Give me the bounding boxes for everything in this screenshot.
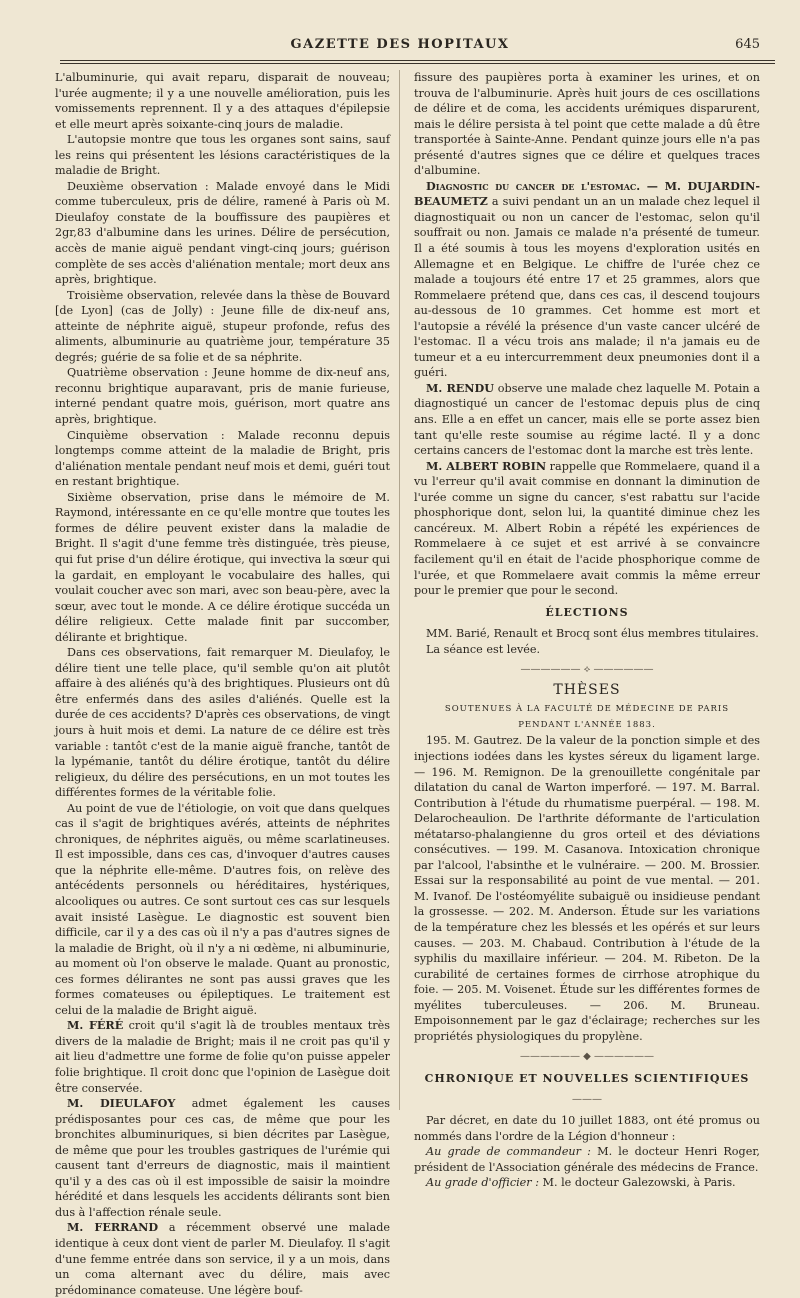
paragraph-text: Troisième observation, relevée dans la thèse de Bouvard [de Lyon] (cas de Jolly) : Jeune fille de dix-neuf ans, atteinte de néphrite aiguë, stupeur profonde, refus des aliments, albuminurie au quatrième jour, température 35 degrés; guérie de sa folie et de sa néphrite. — [55, 288, 390, 364]
paragraph-lead: Diagnostic du cancer de l'estomac. — M. DUJARDIN-BEAUMETZ — [414, 178, 760, 209]
paragraph — [55, 428, 390, 490]
paragraph-text: croit qu'il s'agit là de troubles mentaux très divers de la maladie de Bright; mais il ne croit pas qu'il y ait lieu d'admettre une forme de folie qu'on puisse appeler folie brightique. Il croit donc que l'opinion de Lasègue doit être conservée. — [55, 1019, 391, 1095]
paragraph — [55, 288, 390, 366]
paragraph — [414, 70, 760, 179]
section-subheading: PENDANT L'ANNÉE 1883. — [518, 719, 656, 730]
section-heading: ÉLECTIONS — [545, 605, 629, 619]
column-divider — [399, 70, 400, 1110]
paragraph-text: La séance est levée. — [426, 642, 541, 656]
paragraph — [414, 642, 760, 658]
divider-ornament: —————— ◆ —————— — [519, 1051, 655, 1063]
paragraph-lead: M. FERRAND — [67, 1220, 159, 1235]
paragraph-text: a suivi pendant un an un malade chez lequel il diagnostiquait ou non un cancer de l'estomac, selon qu'il souffrait ou non. Jamais ce malade n'a présenté de tumeur. Il a été soumis à tous les moyens d'exploration usités en Allemagne et en Belgique. Le chiffre de l'urée chez ce malade a toujours été entre 17 et 25 grammes, alors que Rommelaere prétend que, dans ces cas, il descend toujours au-dessous de 10 grammes. Cet homme est mort et l'autopsie a révélé la présence d'un vaste cancer ulcéré de l'estomac. Il a vécu trois ans malade; il n'a jamais eu de tumeur et a eu intercurremment deux pneumonies dont il a guéri. — [414, 195, 760, 380]
paragraph — [414, 1113, 760, 1144]
divider-ornament: ——— — [572, 1094, 602, 1106]
paragraph-lead: M. ALBERT ROBIN — [426, 458, 547, 473]
header-rule — [60, 60, 775, 61]
paragraph-lead: Au grade d'officier : — [426, 1176, 539, 1190]
divider-ornament: —————— ⟡ —————— — [520, 664, 654, 676]
paragraph-text: L'autopsie montre que tous les organes sont sains, sauf les reins qui présentent les lésions caractéristiques de la maladie de Bright. — [55, 133, 390, 178]
paragraph — [55, 132, 390, 179]
paragraph-text: admet également les causes prédisposantes pour ces cas, de même que pour les bronchites albuminuriques, si bien décrites par Lasègue, de même que pour les troubles gastriques de l'urémie qui causent tant d'erreurs de diagnostic, mais il maintient qu'il y a des cas où il est impossible de saisir la moindre hérédité et dans lesquels les accidents délirants sont bien dus à l'affection rénale seule. — [55, 1097, 390, 1219]
section-subheading: SOUTENUES À LA FACULTÉ DE MÉDECINE DE PARIS — [444, 704, 730, 715]
paragraph-text: L'albuminurie, qui avait reparu, disparait de nouveau; l'urée augmente; il y a une nouvelle amélioration, puis les vomissements reprennent. Il y a des attaques d'épilepsie et elle meurt après soixante-cinq jours de maladie. — [55, 71, 390, 131]
paragraph-text: 195. M. Gautrez. De la valeur de la ponction simple et des injections iodées dans les kystes séreux du ligament large. — 196. M. Remignon. De la grenouillette congénitale par dilatation du canal de Warton imperforé. — 197. M. Barral. Contribution à l'étude du rhumatisme puerpéral. — 198. M. Delarocheaulion. De l'arthrite déformante de l'articulation métatarso-phalangienne du gros orteil et des déviations consécutives. — 199. M. Casanova. Intoxication chronique par l'alcool, l'absinthe et le vulnéraire. — 200. M. Brossier. Essai sur la responsabilité au point de vue mental. — 201. M. Ivanof. De l'ostéomyélite subaiguë ou insidieuse pendant la grossesse. — 202. M. Anderson. Étude sur les variations de la température chez les blessés et les opérés et sur leurs causes. — 203. M. Chabaud. Contribution à l'étude de la syphilis du maxillaire inférieur. — 204. M. Ribeton. De la curabilité de certaines formes de cirrhose atrophique du foie. — 205. M. Voisenet. Étude sur les différentes formes de myélites tuberculeuses. — 206. M. Bruneau. Empoisonnement par le gaz d'éclairage; recherches sur les propriétés physiologiques du propylène. — [414, 734, 760, 1043]
paragraph — [55, 70, 390, 132]
paragraph-text: a récemment observé une malade identique à ceux dont vient de parler M. Dieulafoy. Il s'agit d'une femme entrée dans son service, il y a un mois, dans un coma alternant avec du délire, mais avec prédominance comateuse. Une légère bouf- — [55, 1221, 390, 1297]
paragraph-text: Cinquième observation : Malade reconnu depuis longtemps comme atteint de la maladie de Bright, pris d'aliénation mentale pendant neuf mois et demi, guéri tout en restant brightique. — [55, 428, 390, 489]
paragraph-lead: M. DIEULAFOY — [67, 1096, 176, 1111]
paragraph-text: M. le docteur Henri Roger, président de l'Association générale des médecins de France. — [414, 1145, 760, 1174]
paragraph-text: Quatrième observation : Jeune homme de dix-neuf ans, reconnu brightique auparavant, pris de manie furieuse, interné pendant quatre mois, guérison, mort quatre ans après, brightique. — [55, 366, 390, 427]
paragraph — [55, 1220, 390, 1298]
paragraph-lead: M. RENDU — [426, 380, 494, 395]
paragraph-lead: Au grade de commandeur : — [426, 1145, 591, 1159]
paragraph-text: Sixième observation, prise dans le mémoire de M. Raymond, intéressante en ce qu'elle montre que toutes les formes de délire peuvent exister dans la maladie de Bright. Il s'agit d'une femme très distinguée, très pieuse, qui fut prise d'un délire érotique, qui invectiva la sœur qui la gardait, en employant le vocabulaire des halles, qui voulait coucher avec son mari, avec son beau-père, avec la sœur, avec tout le monde. A ce délire érotique succéda un délire religieux. Cette malade finit par succomber, délirante et brightique. — [55, 490, 390, 644]
paragraph — [55, 179, 390, 288]
paragraph — [55, 490, 390, 645]
paragraph-text: MM. Barié, Renault et Brocq sont élus membres titulaires. — [426, 627, 759, 641]
paragraph — [414, 1175, 760, 1191]
paragraph-text: M. le docteur Galezowski, à Paris. — [538, 1176, 736, 1190]
paragraph-lead: M. FÉRÉ — [67, 1018, 124, 1033]
paragraph — [55, 365, 390, 427]
paragraph-text: Deuxième observation : Malade envoyé dans le Midi comme tuberculeux, pris de délire, ramené à Paris où M. Dieulafoy constate de la bouffissure des paupières et 2gr,83 d'albumine dans les urines. Délire de persécution, accès de manie aiguë pendant vingt-cinq jours; guérison complète de ses accès d'aliénation mentale; mort deux ans après, brightique. — [55, 179, 390, 287]
paragraph — [414, 381, 760, 459]
paragraph — [414, 179, 760, 381]
paragraph-text: Par décret, en date du 10 juillet 1883, ont été promus ou nommés dans l'ordre de la Légion d'honneur : — [414, 1114, 760, 1143]
paragraph — [414, 626, 760, 642]
paragraph — [414, 459, 760, 599]
paragraph-text: fissure des paupières porta à examiner les urines, et on trouva de l'albuminurie. Après huit jours de ces oscillations de délire et de coma, les accidents urémiques disparurent, mais le délire persista à tel point que cette malade a dû être transportée à Sainte-Anne. Pendant quinze jours elle n'a pas présenté d'autres signes que ce délire et quelques traces d'albumine. — [414, 71, 760, 178]
paragraph-text: Dans ces observations, fait remarquer M. Dieulafoy, le délire tient une telle place, qu'il semble qu'on ait plutôt affaire à des aliénés qu'à des brightiques. Plusieurs ont dû être enfermés dans des asiles d'aliénés. Quelle est la durée de ces accidents? D'après ces observations, de vingt jours à huit mois et demi. La nature de ce délire est très variable : tantôt c'est de la manie aiguë franche, tantôt de la lypémanie, tantôt du délire érotique, tantôt du délire religieux, du délire des persécutions, en un mot toutes les différentes formes de la véritable folie. — [55, 646, 390, 800]
paragraph — [414, 1144, 760, 1175]
paragraph — [55, 1096, 390, 1220]
section-heading: THÈSES — [553, 681, 621, 698]
header-rule-double — [60, 63, 775, 64]
paragraph — [55, 801, 390, 1019]
right-column — [414, 70, 760, 1191]
left-column — [55, 70, 390, 1298]
paragraph-text: observe une malade chez laquelle M. Potain a diagnostiqué un cancer de l'estomac depuis plus de cinq ans. Elle a en effet un cancer, mais elle se porte assez bien tant qu'elle reste soumise au régime lacté. Il y a donc certains cancers de l'estomac dont la marche est très lente. — [414, 381, 760, 458]
section-heading: CHRONIQUE ET NOUVELLES SCIENTIFIQUES — [424, 1071, 750, 1085]
paragraph — [414, 733, 760, 1044]
paragraph — [55, 1018, 390, 1096]
page-title: GAZETTE DES HOPITAUX — [290, 37, 510, 52]
page-number: 645 — [735, 37, 760, 52]
paragraph-text: Au point de vue de l'étiologie, on voit que dans quelques cas il s'agit de brightiques avérés, atteints de néphrites chroniques, de néphrites aiguës, ou même scarlatineuses. Il est impossible, dans ces cas, d'invoquer d'autres causes que la néphrite elle-même. D'autres fois, on relève des antécédents personnels ou héréditaires, hystériques, alcooliques ou autres. Ce sont surtout ces cas sur lesquels avait insisté Lasègue. Le diagnostic est souvent bien difficile, car il y a des cas où il n'y a pas d'autres signes de la maladie de Bright, où il n'y a ni œdème, ni albuminurie, au moment où l'on observe le malade. Quant au pronostic, ces formes délirantes ne sont pas aussi graves que les formes comateuses ou épileptiques. Le traitement est celui de la maladie de Bright aiguë. — [55, 801, 390, 1017]
paragraph — [55, 645, 390, 800]
paragraph-text: rappelle que Rommelaere, quand il a vu l'erreur qu'il avait commise en donnant la diminution de l'urée comme un signe du cancer, s'est rabattu sur l'acide phosphorique dont, selon lui, la quantité diminue chez les cancéreux. M. Albert Robin a répété les expériences de Rommelaere à ce sujet et est arrivé à se convaincre facilement qu'il en était de l'acide phosphorique comme de l'urée, et que Rommelaere avait commis la même erreur pour le premier que pour le second. — [414, 459, 761, 598]
